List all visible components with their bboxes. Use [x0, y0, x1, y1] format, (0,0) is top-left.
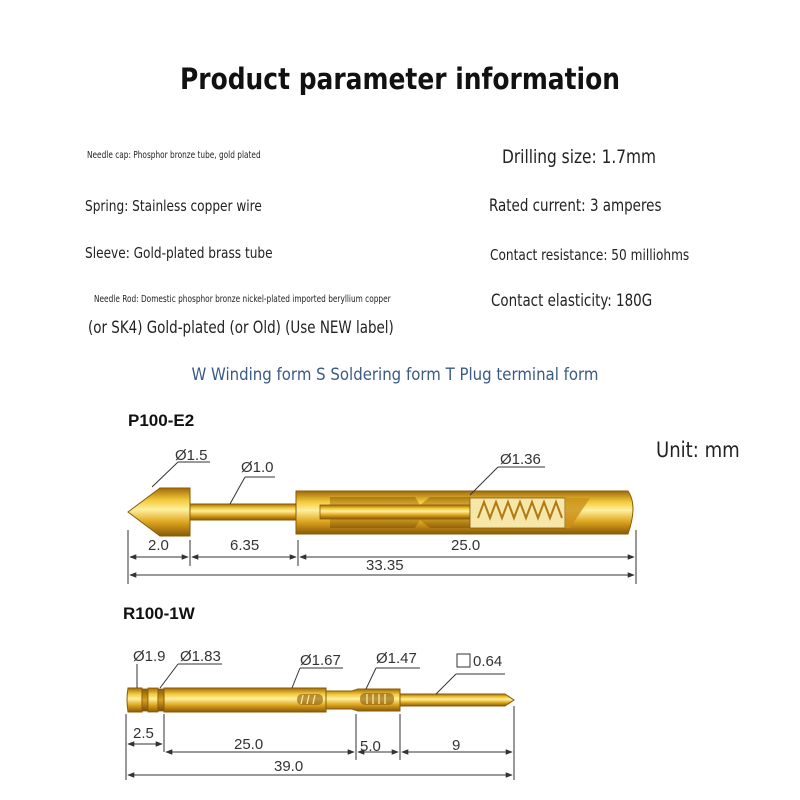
probe2-dia-head: Ø1.9 [133, 648, 166, 665]
probe2-len-collar: 5.0 [360, 738, 381, 755]
probe1-len-barrel: 25.0 [451, 537, 481, 554]
param-spring: Spring: Stainless copper wire [85, 197, 262, 215]
param-needle-rod: Needle Rod: Domestic phosphor bronze nickel-plated imported beryllium copper [94, 294, 391, 305]
probe1-plunger-shaft [190, 504, 300, 520]
probe2-callouts [133, 648, 505, 694]
probe1-model: P100-E2 [128, 411, 195, 430]
probe1-drawing [128, 488, 633, 536]
probe2-model: R100-1W [123, 604, 195, 623]
probe2-len-body: 25.0 [234, 736, 264, 753]
probe2-dia-body: Ø1.67 [300, 652, 341, 669]
param-sleeve: Sleeve: Gold-plated brass tube [85, 244, 273, 262]
param-drilling-size: Drilling size: 1.7mm [502, 146, 657, 168]
probe2-wire-wrap-tail [400, 694, 514, 706]
param-contact-resistance: Contact resistance: 50 milliohms [490, 246, 690, 264]
probe1-inner-plunger [320, 505, 470, 519]
probe2-drawing [127, 688, 514, 712]
param-needle-cap: Needle cap: Phosphor bronze tube, gold plated [87, 150, 261, 161]
param-contact-elasticity: Contact elasticity: 180G [491, 291, 653, 311]
probe2-square-size: 0.64 [473, 653, 503, 670]
probe1-crown-tip [128, 488, 190, 536]
probe1-dia-tip: Ø1.5 [175, 447, 208, 464]
probe2-dia-collar: Ø1.47 [376, 650, 417, 667]
square-symbol [457, 654, 470, 667]
param-rated-current: Rated current: 3 amperes [489, 196, 662, 216]
probe1-dia-barrel: Ø1.36 [500, 451, 541, 468]
unit-label: Unit: mm [656, 438, 740, 462]
probe2-len-tail: 9 [452, 737, 461, 754]
probe2-len-total: 39.0 [274, 758, 304, 775]
param-needle-rod-cont: (or SK4) Gold-plated (or Old) (Use NEW label) [88, 318, 394, 338]
page-title: Product parameter information [179, 62, 620, 96]
probe2-dia-groove: Ø1.83 [180, 648, 221, 665]
forms-note: W Winding form S Soldering form T Plug terminal form [191, 365, 599, 385]
probe1-len-shaft: 6.35 [230, 537, 260, 554]
probe2-groove-2 [158, 689, 164, 711]
probe2-groove-1 [142, 689, 148, 711]
probe1-len-tip: 2.0 [148, 537, 169, 554]
probe2-len-head: 2.5 [133, 725, 154, 742]
probe1-len-total: 33.35 [366, 557, 404, 574]
probe1-dia-shaft: Ø1.0 [241, 459, 274, 476]
